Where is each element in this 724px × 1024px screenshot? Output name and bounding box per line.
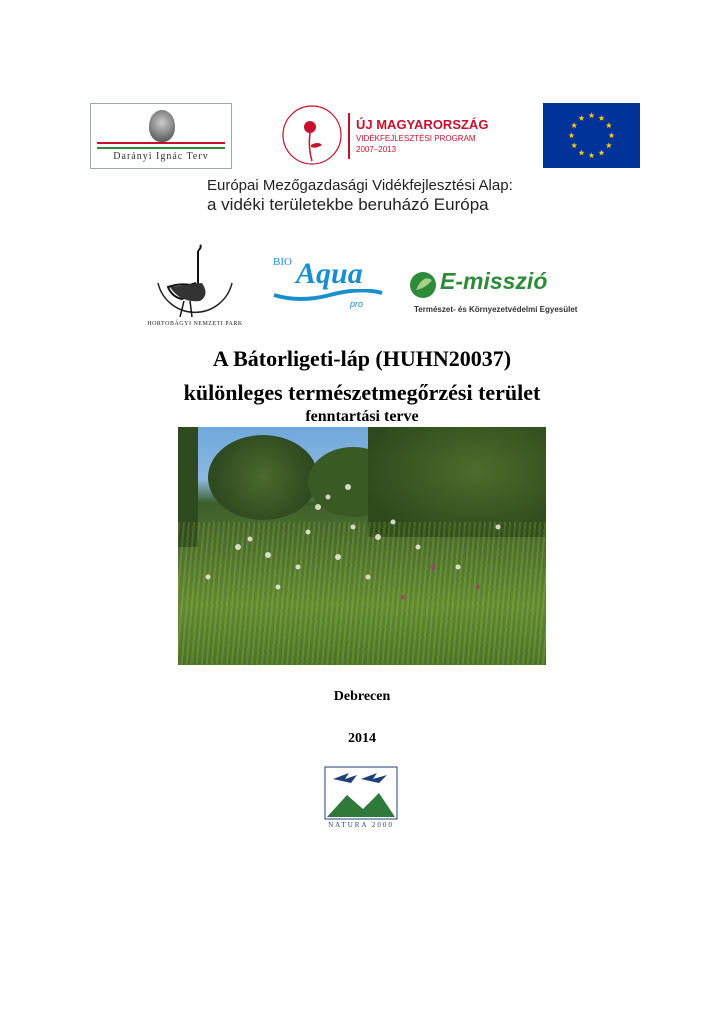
e-misszio-logo <box>408 268 593 318</box>
natura-2000-logo <box>323 765 399 831</box>
aqua-label: Aqua <box>296 257 363 290</box>
eu-star-icon <box>588 112 594 118</box>
eu-star-icon <box>568 132 574 138</box>
eu-star-icon <box>588 152 594 158</box>
title-line-3: fenntartási terve <box>305 408 419 425</box>
eu-star-icon <box>571 122 577 128</box>
ujm-years: 2007–2013 <box>356 145 397 154</box>
emisszio-label: E-misszió <box>440 268 548 294</box>
hnp-label: HORTOBÁGYI NEMZETI PARK <box>147 321 243 327</box>
flag-ribbon-icon <box>97 142 225 150</box>
natura-label: NATURA 2000 <box>328 821 394 829</box>
globe-leaf-icon <box>408 270 438 300</box>
rose-icon <box>280 103 344 167</box>
daranyi-ignac-terv-logo <box>90 103 232 169</box>
eu-star-icon <box>606 142 612 148</box>
year-label: 2014 <box>348 731 376 746</box>
uj-magyarorszag-logo <box>280 103 510 167</box>
eafrd-line-2: a vidéki területekbe beruházó Európa <box>207 195 489 214</box>
title-line-1: A Bátorligeti-láp (HUHN20037) <box>212 346 512 371</box>
bio-label: BIO <box>273 256 292 268</box>
portrait-icon <box>149 110 175 142</box>
emisszio-subtitle: Természet- és Környezetvédelmi Egyesület <box>414 305 578 314</box>
wave-icon <box>270 289 385 303</box>
eu-star-icon <box>578 150 584 156</box>
eu-stars-icon <box>543 103 640 168</box>
meadow-photo <box>178 427 546 665</box>
eu-star-icon <box>578 115 584 121</box>
pro-label: pro <box>350 299 364 309</box>
natura-birds-icon <box>323 765 399 821</box>
crane-icon <box>140 243 250 333</box>
eu-star-icon <box>598 115 604 121</box>
eafrd-line-1: Európai Mezőgazdasági Vidékfejlesztési Alap: <box>207 177 513 194</box>
hortobagyi-nemzeti-park-logo <box>140 243 250 333</box>
title-line-2: különleges természetmegőrzési terület <box>183 380 541 405</box>
ujm-title: ÚJ MAGYARORSZÁG <box>356 117 489 132</box>
ujm-subtitle: VIDÉKFEJLESZTÉSI PROGRAM <box>356 134 476 143</box>
place-label: Debrecen <box>333 689 391 704</box>
eu-star-icon <box>598 150 604 156</box>
eu-star-icon <box>571 142 577 148</box>
eu-star-icon <box>606 122 612 128</box>
eu-star-icon <box>608 132 614 138</box>
bio-aqua-pro-logo <box>270 253 385 313</box>
daranyi-label: Darányi Ignác Terv <box>113 151 209 162</box>
eu-flag-icon <box>543 103 640 168</box>
